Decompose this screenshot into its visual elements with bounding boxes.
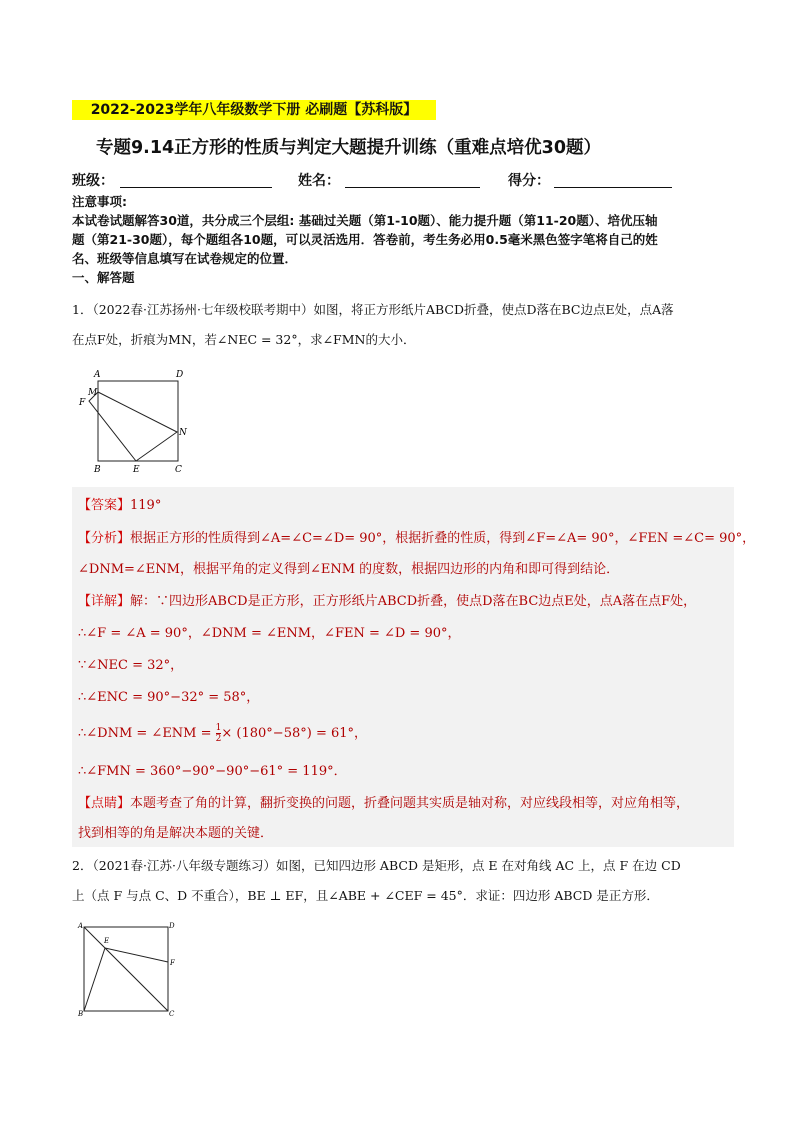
analysis-tag: 【分析】 xyxy=(78,531,131,546)
label-e: E xyxy=(133,465,140,475)
notes-line-3: 名、班级等信息填写在试卷规定的位置． xyxy=(72,251,298,266)
detail-text-5 xyxy=(78,722,367,744)
answer-tag: 【答案】 xyxy=(78,498,131,513)
label-f2: F xyxy=(170,959,175,967)
detail-text-6: ∴∠FMN = 360°−90°−90°−61° = 119°． xyxy=(78,764,347,779)
detail-tag: 【详解】 xyxy=(78,594,131,609)
label-a: A xyxy=(94,370,101,380)
q2-text-line-2: 上（点 F 与点 C、D 不重合），BE ⊥ EF，且∠ABE + ∠CEF = 45°．求证：四边形 ABCD 是正方形． xyxy=(72,888,659,903)
class-label: 班级： xyxy=(72,173,114,189)
q1-figure xyxy=(70,365,200,480)
comment-text-1: 本题考查了角的计算，翻折变换的问题，折叠问题其实质是轴对称，对应线段相等，对应角相等， xyxy=(130,796,690,811)
analysis-row-1 xyxy=(78,527,755,546)
q2-figure xyxy=(74,918,184,1018)
label-e2: E xyxy=(104,937,110,945)
page-title: 专题9.14正方形的性质与判定大题提升训练（重难点培优30题） xyxy=(96,138,602,158)
label-f: F xyxy=(79,398,86,408)
score-blank[interactable] xyxy=(554,187,672,188)
detail-text-2: ∴∠F = ∠A = 90°，∠DNM = ∠ENM，∠FEN = ∠D = 90°， xyxy=(78,626,461,641)
fraction-denominator: 2 xyxy=(215,734,222,744)
score-label: 得分： xyxy=(508,173,550,189)
label-n: N xyxy=(179,428,187,438)
segment-ef xyxy=(105,948,168,962)
detail-text-3: ∵∠NEC = 32°， xyxy=(78,658,184,673)
label-m: M xyxy=(88,388,98,398)
comment-text-2: 找到相等的角是解决本题的关键． xyxy=(78,826,274,841)
diagonal-ac xyxy=(84,927,168,1011)
comment-tag: 【点睛】 xyxy=(78,796,131,811)
square-abcd xyxy=(98,381,178,461)
label-c: C xyxy=(175,465,182,475)
detail-text-4: ∴∠ENC = 90°−32° = 58°， xyxy=(78,690,260,705)
label-c2: C xyxy=(169,1010,175,1018)
answer-value: 119° xyxy=(130,498,162,513)
class-blank[interactable] xyxy=(120,187,272,188)
q2-text-line-1: 2．（2021春·江苏·八年级专题练习）如图，已知四边形 ABCD 是矩形，点 E 在对角线 AC 上，点 F 在边 CD xyxy=(72,858,681,873)
notes-heading: 注意事项: xyxy=(72,194,127,209)
detail-text-5a: ∴∠DNM = ∠ENM = xyxy=(78,726,216,741)
name-label: 姓名： xyxy=(298,173,340,189)
analysis-text-1: 根据正方形的性质得到∠A=∠C=∠D= 90°，根据折叠的性质，得到∠F=∠A= 90°，∠FEN =∠C= 90°， xyxy=(130,531,756,546)
answer-row xyxy=(78,494,161,513)
name-blank[interactable] xyxy=(345,187,480,188)
label-b2: B xyxy=(78,1010,84,1018)
detail-row-1 xyxy=(78,590,696,609)
section-heading: 一、解答题 xyxy=(72,270,135,285)
label-d2: D xyxy=(169,922,175,930)
label-d: D xyxy=(176,370,184,380)
q1-text-line-2: 在点F处，折痕为MN，若∠NEC = 32°，求∠FMN的大小． xyxy=(72,332,416,347)
notes-line-2: 题（第21-30题），每个题组各10题，可以灵活选用．答卷前，考生务必用0.5毫米黑色签字笔将自己的姓 xyxy=(72,232,658,247)
label-a2: A xyxy=(78,922,84,930)
label-b: B xyxy=(94,465,101,475)
segment-be xyxy=(84,948,105,1011)
comment-row-1 xyxy=(78,792,689,811)
analysis-text-2: ∠DNM=∠ENM，根据平角的定义得到∠ENM 的度数，根据四边形的内角和即可得到结论． xyxy=(78,562,620,577)
fraction-numerator: 1 xyxy=(215,723,222,733)
q1-text-line-1: 1．（2022春·江苏扬州·七年级校联考期中）如图，将正方形纸片ABCD折叠，使点D落在BC边点E处，点A落 xyxy=(72,302,674,317)
detail-text-1: 解：∵四边形ABCD是正方形，正方形纸片ABCD折叠，使点D落在BC边点E处，点A落在点F处， xyxy=(130,594,697,609)
header-banner: 2022-2023学年八年级数学下册 必刷题【苏科版】 xyxy=(72,100,436,120)
detail-text-5b: × (180°−58°) = 61°， xyxy=(221,726,368,741)
fold-polygon xyxy=(89,392,177,461)
notes-line-1: 本试卷试题解答30道，共分成三个层组: 基础过关题（第1-10题）、能力提升题（第11-20题）、培优压轴 xyxy=(72,213,658,228)
